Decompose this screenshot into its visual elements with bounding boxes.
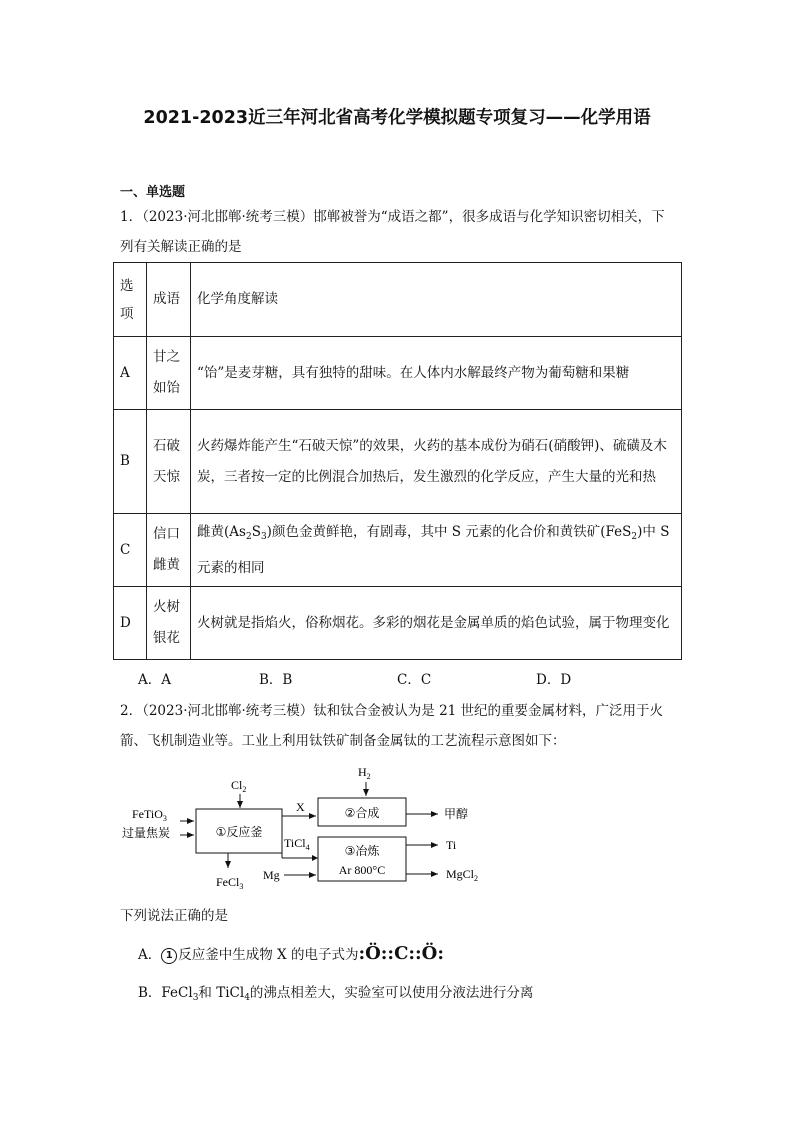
smelting-label: ③冶炼 bbox=[344, 844, 380, 858]
option-a[interactable]: A．A bbox=[138, 672, 171, 688]
row-idiom: 甘之如饴 bbox=[147, 337, 191, 410]
option-d[interactable]: D．D bbox=[536, 672, 572, 688]
row-option: B bbox=[114, 410, 147, 514]
output-ti: Ti bbox=[446, 838, 457, 852]
option-c[interactable]: C．C bbox=[397, 672, 432, 688]
answer-option-b[interactable]: B．FeCl$_3$和 TiCl$_4$的沸点相差大，实验室可以使用分液法进行分离 bbox=[138, 985, 534, 1003]
question-1-stem bbox=[120, 202, 686, 262]
circled-number-icon: 1 bbox=[161, 948, 177, 964]
smelting-condition: Ar 800°C bbox=[338, 863, 386, 877]
arrow-ticl4-head bbox=[312, 855, 318, 861]
input-fetio3: FeTiO$_3$ bbox=[132, 807, 167, 823]
table-row bbox=[114, 410, 682, 514]
process-flow-diagram bbox=[118, 762, 498, 897]
table-row bbox=[114, 514, 682, 587]
question-1-stem-line2: 列有关解读正确的是 bbox=[120, 239, 242, 255]
output-fecl3: FeCl$_3$ bbox=[216, 875, 244, 891]
input-coke: 过量焦炭 bbox=[122, 826, 171, 840]
header-idiom: 成语 bbox=[147, 263, 191, 337]
row-idiom: 火树银花 bbox=[147, 587, 191, 660]
question-2-stem-line2: 箭、飞机制造业等。工业上利用钛铁矿制备金属钛的工艺流程示意图如下： bbox=[120, 733, 566, 749]
row-interpretation: 火药爆炸能产生“石破天惊”的效果，火药的基本成份为硝石(硝酸钾)、硫磺及木炭，三者按一定的比例混合加热后，发生激烈的化学反应，产生大量的光和热 bbox=[191, 410, 682, 514]
page-title: 2021-2023近三年河北省高考化学模拟题专项复习——化学用语 bbox=[143, 108, 651, 128]
row-idiom: 信口雌黄 bbox=[147, 514, 191, 587]
question-2-prompt: 下列说法正确的是 bbox=[120, 908, 228, 924]
header-interpretation: 化学角度解读 bbox=[191, 263, 682, 337]
answer-option-a[interactable]: A． 1 反应釜中生成物 X 的电子式为:Ö::C::Ö: bbox=[138, 943, 445, 964]
row-idiom: 石破天惊 bbox=[147, 410, 191, 514]
header-option: 选项 bbox=[114, 263, 147, 337]
option-b[interactable]: B．B bbox=[259, 672, 293, 688]
reactor-label: ①反应釜 bbox=[215, 825, 263, 839]
intermediate-x: X bbox=[296, 800, 305, 814]
table-row bbox=[114, 587, 682, 660]
row-interpretation: “饴”是麦芽糖，具有独特的甜味。在人体内水解最终产物为葡萄糖和果糖 bbox=[191, 337, 682, 410]
input-mg: Mg bbox=[263, 868, 280, 882]
table-row bbox=[114, 337, 682, 410]
section-heading: 一、单选题 bbox=[120, 185, 186, 200]
row-interpretation: 火树就是指焰火，俗称烟花。多彩的烟花是金属单质的焰色试验，属于物理变化 bbox=[191, 587, 682, 660]
input-cl2: $Cl_2$ bbox=[231, 778, 247, 794]
row-option: C bbox=[114, 514, 147, 587]
table-header-row bbox=[114, 263, 682, 337]
synthesis-label: ②合成 bbox=[344, 806, 380, 820]
intermediate-ticl4: TiCl$_4$ bbox=[284, 836, 310, 852]
output-methanol: 甲醇 bbox=[444, 807, 469, 821]
question-1-table bbox=[113, 262, 682, 660]
lewis-formula: :Ö::C::Ö: bbox=[358, 943, 445, 964]
question-1-stem-line1: 1．（2023·河北邯郸·统考三模）邯郸被誉为“成语之都”，很多成语与化学知识密切相关，下 bbox=[120, 209, 665, 225]
row-option: A bbox=[114, 337, 147, 410]
output-mgcl2: MgCl$_2$ bbox=[446, 867, 479, 883]
question-2-stem-line1: 2．（2023·河北邯郸·统考三模）钛和钛合金被认为是 21 世纪的重要金属材料，广泛用于火 bbox=[120, 703, 664, 719]
question-2-stem bbox=[120, 696, 686, 756]
input-h2: $H_2$ bbox=[358, 765, 371, 781]
row-interpretation: 雌黄$(As_2S_3)$颜色金黄鲜艳，有剧毒，其中 S 元素的化合价和黄铁矿(FeS$_2$)中 S 元素的相同 bbox=[191, 514, 682, 587]
row-option: D bbox=[114, 587, 147, 660]
